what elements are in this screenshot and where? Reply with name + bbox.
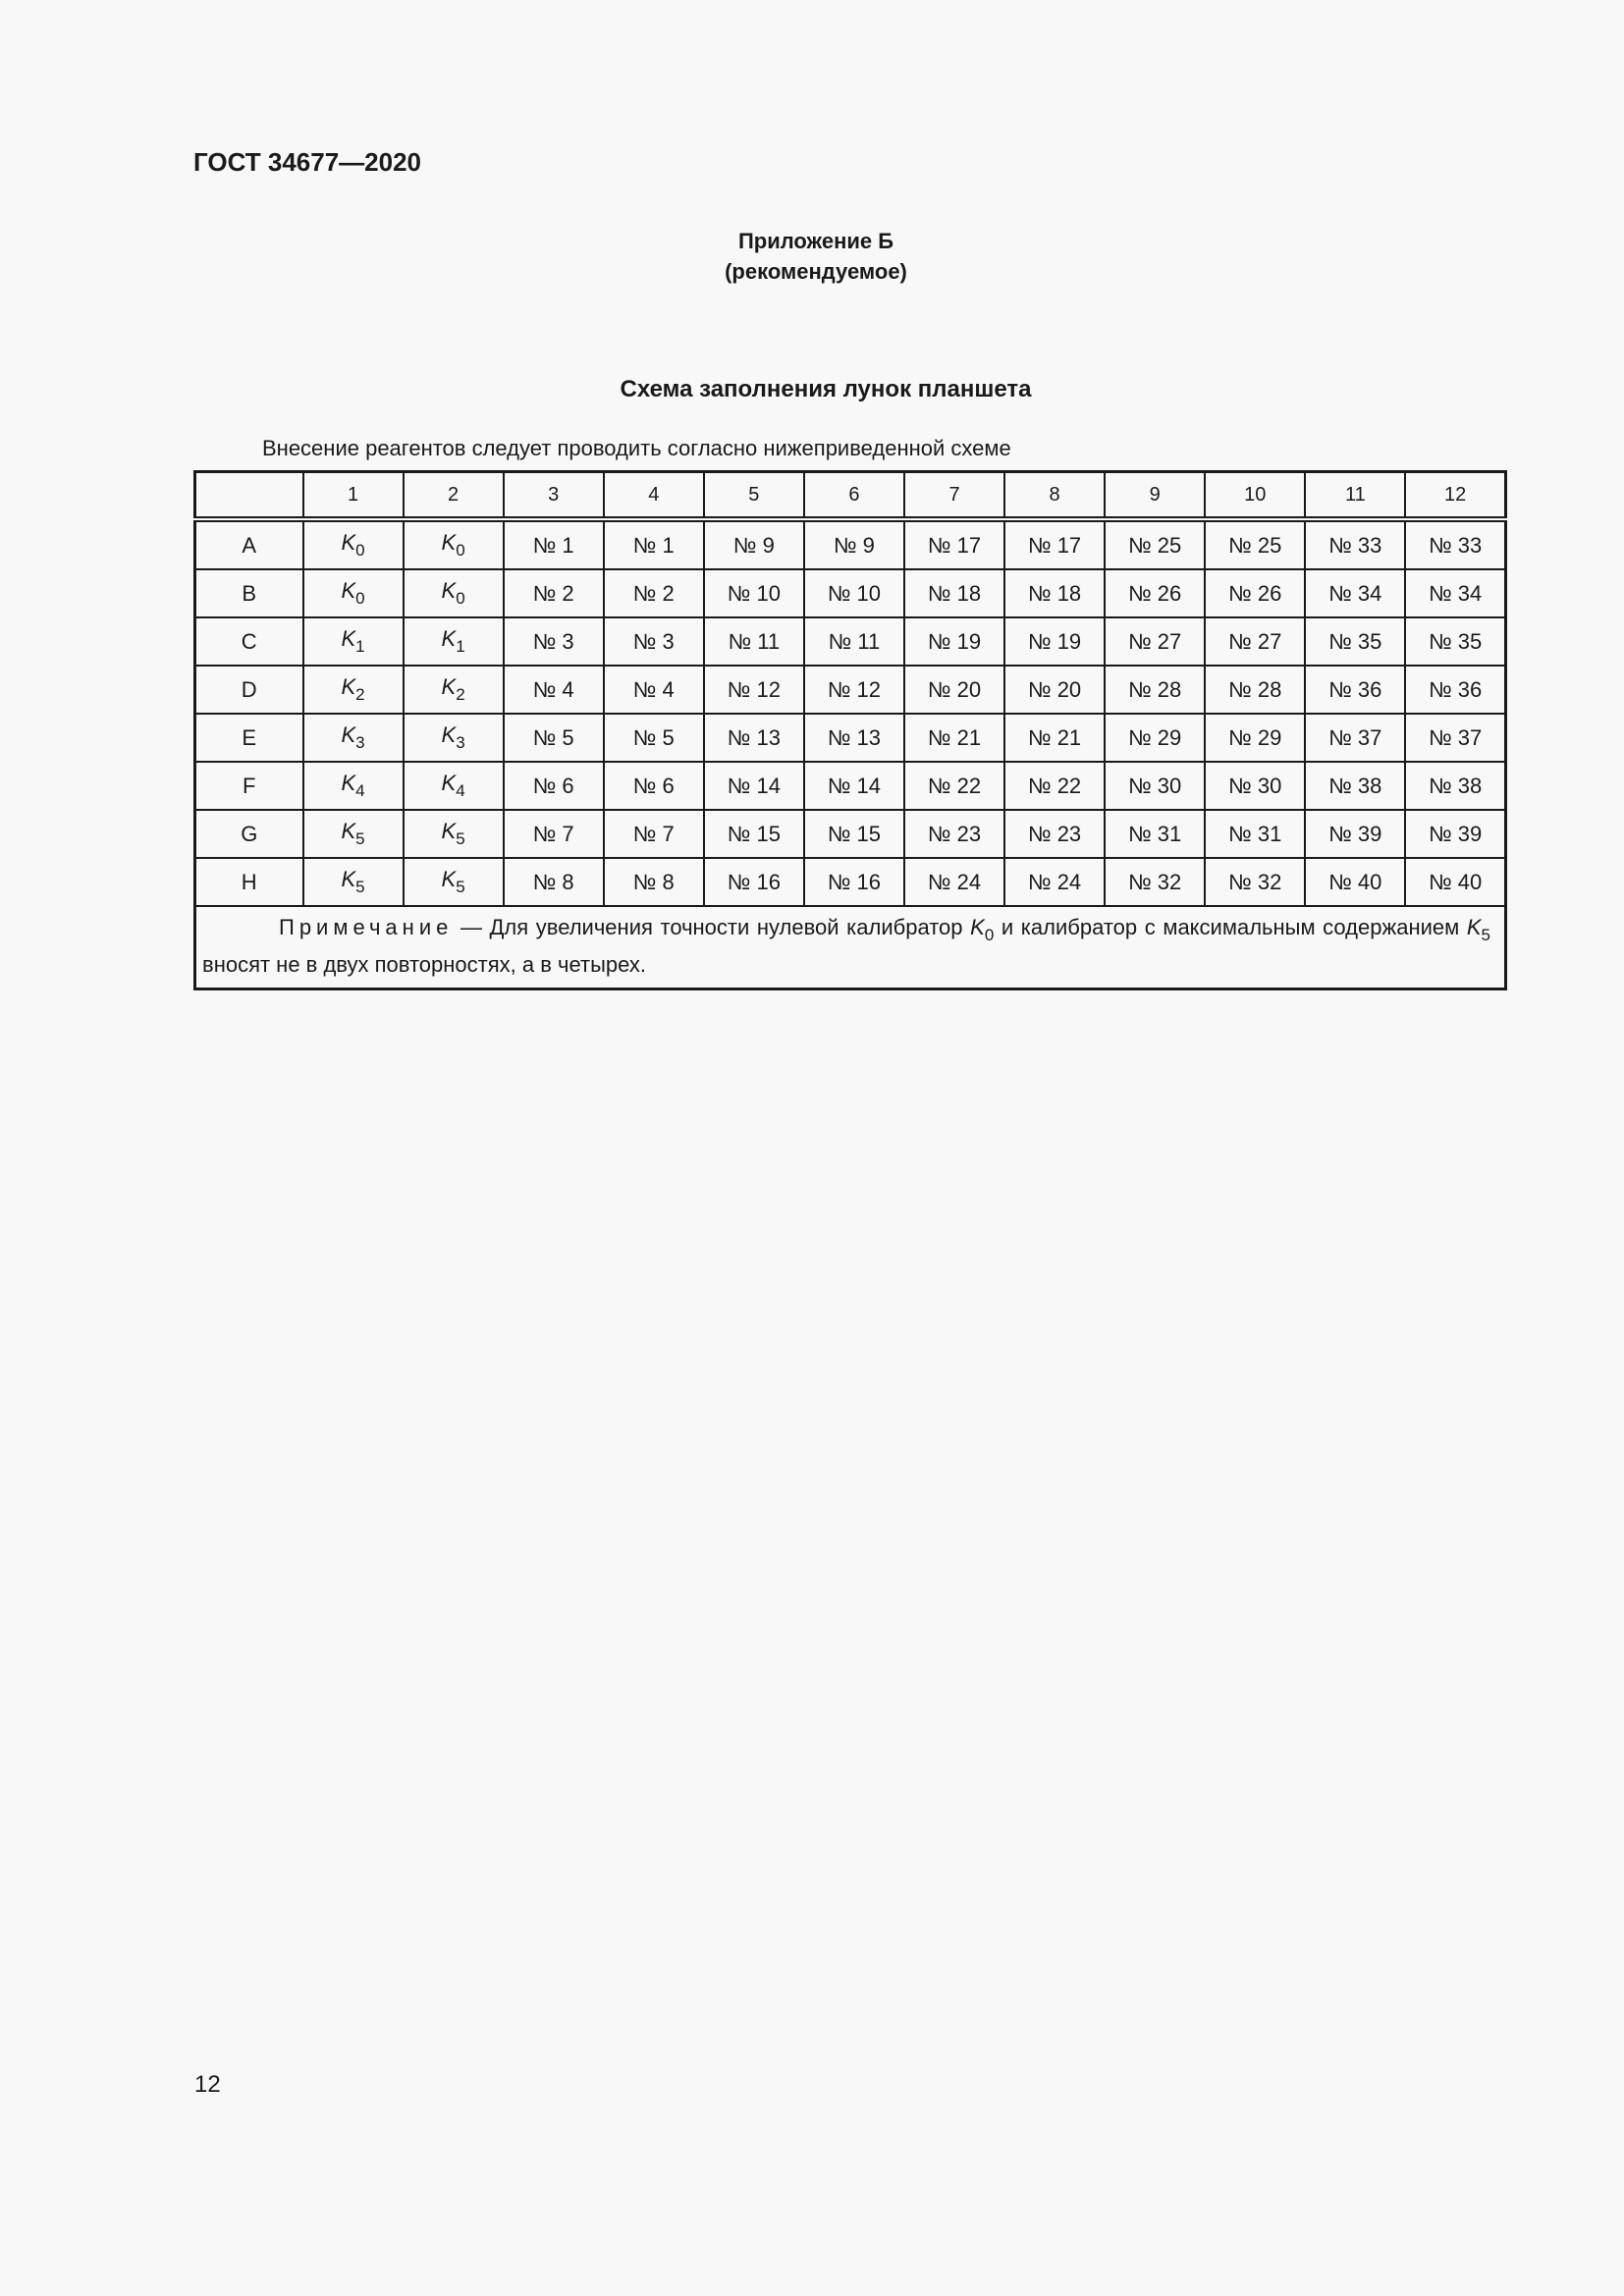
- sample-cell: № 22: [1004, 762, 1105, 810]
- sample-cell: № 28: [1205, 666, 1305, 714]
- sample-cell: № 14: [704, 762, 804, 810]
- sample-cell: № 38: [1305, 762, 1405, 810]
- column-header-8: 8: [1004, 472, 1105, 520]
- sample-cell: № 12: [804, 666, 904, 714]
- sample-cell: № 12: [704, 666, 804, 714]
- sample-cell: № 8: [504, 858, 604, 906]
- sample-cell: № 3: [604, 617, 704, 666]
- sample-cell: № 7: [604, 810, 704, 858]
- page-number: 12: [194, 2071, 221, 2098]
- sample-cell: № 1: [604, 519, 704, 569]
- calibrator-cell: $K_0$: [404, 569, 504, 617]
- calibrator-cell: $K_4$: [303, 762, 404, 810]
- sample-cell: № 30: [1105, 762, 1205, 810]
- note-text: — Для увеличения точности нулевой калибратор: [453, 915, 971, 939]
- sample-cell: № 2: [504, 569, 604, 617]
- sample-cell: № 35: [1405, 617, 1505, 666]
- sample-cell: № 31: [1205, 810, 1305, 858]
- sample-cell: № 17: [904, 519, 1004, 569]
- corner-header-cell: [195, 472, 303, 520]
- note-text: вносят не в двух повторностях, а в четырех.: [202, 952, 646, 977]
- column-header-6: 6: [804, 472, 904, 520]
- sample-cell: № 17: [1004, 519, 1105, 569]
- table-row: [195, 519, 1506, 569]
- table-row: [195, 617, 1506, 666]
- sample-cell: № 9: [704, 519, 804, 569]
- sample-cell: № 1: [504, 519, 604, 569]
- sample-cell: № 25: [1205, 519, 1305, 569]
- calibrator-cell: $K_0$: [303, 519, 404, 569]
- calibrator-cell: $K_2$: [303, 666, 404, 714]
- table-row: [195, 810, 1506, 858]
- row-label: E: [195, 714, 303, 762]
- row-label: D: [195, 666, 303, 714]
- sample-cell: № 9: [804, 519, 904, 569]
- sample-cell: № 33: [1305, 519, 1405, 569]
- sample-cell: № 30: [1205, 762, 1305, 810]
- sample-cell: № 34: [1305, 569, 1405, 617]
- sample-cell: № 31: [1105, 810, 1205, 858]
- sample-cell: № 27: [1105, 617, 1205, 666]
- sample-cell: № 32: [1105, 858, 1205, 906]
- table-row: [195, 714, 1506, 762]
- sample-cell: № 33: [1405, 519, 1505, 569]
- column-header-5: 5: [704, 472, 804, 520]
- sample-cell: № 10: [704, 569, 804, 617]
- sample-cell: № 15: [804, 810, 904, 858]
- sample-cell: № 27: [1205, 617, 1305, 666]
- sample-cell: № 40: [1405, 858, 1505, 906]
- sample-cell: № 36: [1405, 666, 1505, 714]
- plate-scheme-table: [193, 470, 1507, 990]
- sample-cell: № 29: [1205, 714, 1305, 762]
- sample-cell: № 18: [904, 569, 1004, 617]
- sample-cell: № 36: [1305, 666, 1405, 714]
- sample-cell: № 10: [804, 569, 904, 617]
- sample-cell: № 23: [1004, 810, 1105, 858]
- sample-cell: № 37: [1305, 714, 1405, 762]
- sample-cell: № 19: [1004, 617, 1105, 666]
- sample-cell: № 23: [904, 810, 1004, 858]
- sample-cell: № 15: [704, 810, 804, 858]
- table-row: [195, 666, 1506, 714]
- row-label: C: [195, 617, 303, 666]
- sample-cell: № 38: [1405, 762, 1505, 810]
- sample-cell: № 40: [1305, 858, 1405, 906]
- sample-cell: № 8: [604, 858, 704, 906]
- sample-cell: № 39: [1405, 810, 1505, 858]
- document-code: ГОСТ 34677—2020: [193, 147, 421, 177]
- calibrator-cell: $K_3$: [404, 714, 504, 762]
- calibrator-cell: $K_0$: [404, 519, 504, 569]
- column-header-1: 1: [303, 472, 404, 520]
- sample-cell: № 24: [904, 858, 1004, 906]
- sample-cell: № 34: [1405, 569, 1505, 617]
- column-header-3: 3: [504, 472, 604, 520]
- column-header-7: 7: [904, 472, 1004, 520]
- sample-cell: № 6: [604, 762, 704, 810]
- row-label: B: [195, 569, 303, 617]
- table-row: [195, 858, 1506, 906]
- calibrator-cell: $K_5$: [303, 858, 404, 906]
- sample-cell: № 29: [1105, 714, 1205, 762]
- column-header-10: 10: [1205, 472, 1305, 520]
- sample-cell: № 21: [1004, 714, 1105, 762]
- sample-cell: № 25: [1105, 519, 1205, 569]
- sample-cell: № 26: [1105, 569, 1205, 617]
- sample-cell: № 20: [1004, 666, 1105, 714]
- sample-cell: № 28: [1105, 666, 1205, 714]
- sample-cell: № 19: [904, 617, 1004, 666]
- note-label: Примечание: [279, 915, 454, 939]
- calibrator-cell: $K_1$: [303, 617, 404, 666]
- row-label: F: [195, 762, 303, 810]
- note-row: [195, 906, 1506, 989]
- sample-cell: № 26: [1205, 569, 1305, 617]
- sample-cell: № 2: [604, 569, 704, 617]
- sample-cell: № 39: [1305, 810, 1405, 858]
- sample-cell: № 7: [504, 810, 604, 858]
- column-header-4: 4: [604, 472, 704, 520]
- calibrator-cell: $K_4$: [404, 762, 504, 810]
- sample-cell: № 20: [904, 666, 1004, 714]
- sample-cell: № 13: [804, 714, 904, 762]
- appendix-subtitle: (рекомендуемое): [725, 259, 907, 284]
- sample-cell: № 4: [504, 666, 604, 714]
- table-row: [195, 762, 1506, 810]
- calibrator-symbol: $K_5$: [1466, 915, 1490, 944]
- sample-cell: № 5: [504, 714, 604, 762]
- calibrator-cell: $K_3$: [303, 714, 404, 762]
- column-header-12: 12: [1405, 472, 1505, 520]
- sample-cell: № 32: [1205, 858, 1305, 906]
- sample-cell: № 16: [704, 858, 804, 906]
- row-label: H: [195, 858, 303, 906]
- column-header-11: 11: [1305, 472, 1405, 520]
- row-label: G: [195, 810, 303, 858]
- calibrator-cell: $K_0$: [303, 569, 404, 617]
- sample-cell: № 4: [604, 666, 704, 714]
- row-label: A: [195, 519, 303, 569]
- column-header-2: 2: [404, 472, 504, 520]
- table-row: [195, 569, 1506, 617]
- sample-cell: № 35: [1305, 617, 1405, 666]
- calibrator-cell: $K_2$: [404, 666, 504, 714]
- column-header-9: 9: [1105, 472, 1205, 520]
- sample-cell: № 6: [504, 762, 604, 810]
- sample-cell: № 21: [904, 714, 1004, 762]
- calibrator-symbol: $K_0$: [970, 915, 995, 944]
- sample-cell: № 13: [704, 714, 804, 762]
- sample-cell: № 3: [504, 617, 604, 666]
- sample-cell: № 14: [804, 762, 904, 810]
- sample-cell: № 11: [704, 617, 804, 666]
- calibrator-cell: $K_5$: [404, 810, 504, 858]
- appendix-title: Приложение Б: [737, 229, 894, 253]
- sample-cell: № 22: [904, 762, 1004, 810]
- appendix-heading: [0, 226, 1624, 287]
- sample-cell: № 18: [1004, 569, 1105, 617]
- calibrator-cell: $K_1$: [404, 617, 504, 666]
- sample-cell: № 37: [1405, 714, 1505, 762]
- section-title: Схема заполнения лунок планшета: [620, 376, 1032, 402]
- section-intro: Внесение реагентов следует проводить согласно нижеприведенной схеме: [262, 436, 1011, 460]
- table-note: [195, 906, 1506, 989]
- table-header-row: [195, 472, 1506, 520]
- note-text: и калибратор с максимальным содержанием: [994, 915, 1467, 939]
- calibrator-cell: $K_5$: [303, 810, 404, 858]
- sample-cell: № 16: [804, 858, 904, 906]
- sample-cell: № 11: [804, 617, 904, 666]
- sample-cell: № 5: [604, 714, 704, 762]
- calibrator-cell: $K_5$: [404, 858, 504, 906]
- sample-cell: № 24: [1004, 858, 1105, 906]
